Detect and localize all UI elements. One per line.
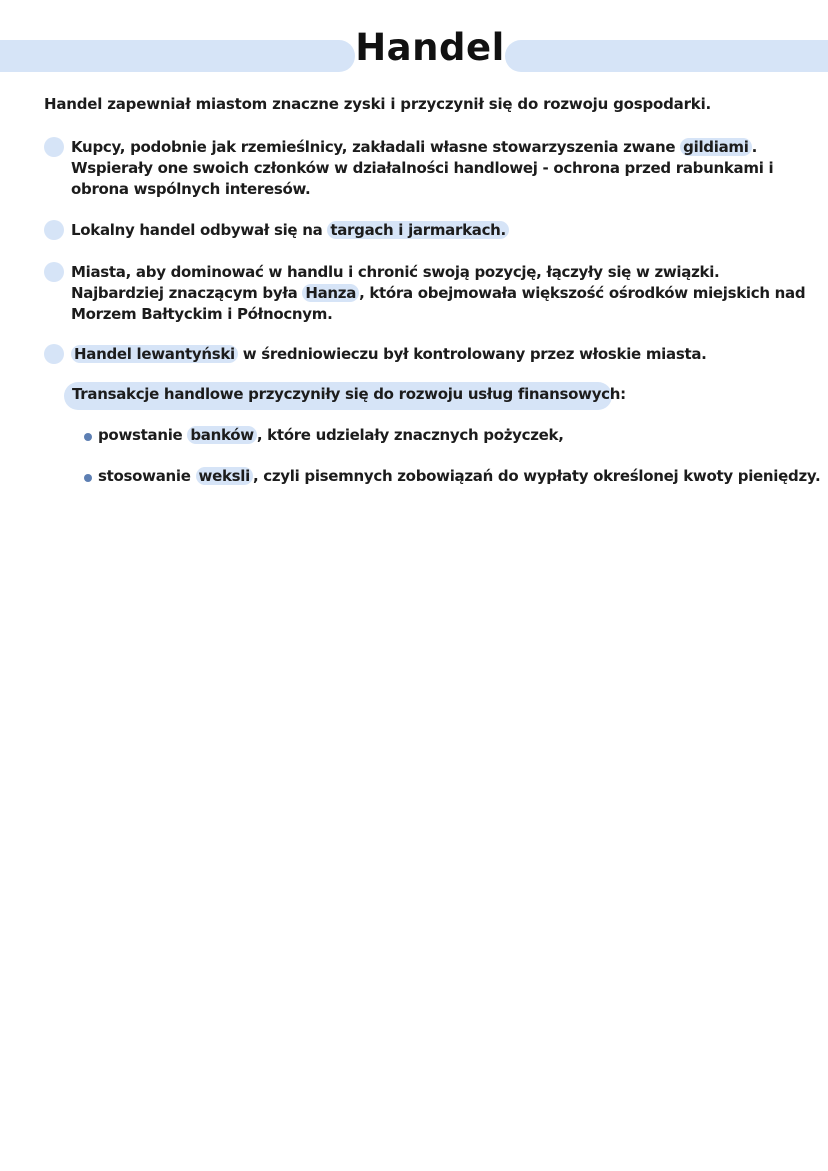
subitem-2-text-after: , czyli pisemnych zobowiązań do wypłaty określonej kwoty pieniędzy. bbox=[252, 467, 821, 485]
bullet-text-2 bbox=[71, 220, 811, 241]
bullet-4-highlight: Handel lewantyński bbox=[71, 345, 238, 363]
bullet-text-4 bbox=[71, 344, 811, 365]
subitem-2 bbox=[98, 467, 820, 485]
bullet-1-text-after: . Wspierały one swoich członków w działalności handlowej - ochrona przed rabunkami i obrona wspólnych interesów. bbox=[71, 138, 774, 198]
bullet-2-text-before: Lokalny handel odbywał się na bbox=[71, 221, 328, 239]
bullet-circle-icon bbox=[44, 344, 64, 364]
subitem-2-text-before: stosowanie bbox=[98, 467, 196, 485]
bullet-3-text-after: , która obejmowała większość ośrodków miejskich nad Morzem Bałtyckim i Północnym. bbox=[71, 284, 806, 323]
dot-bullet-icon bbox=[84, 433, 92, 441]
subitem-1-highlight: banków bbox=[187, 426, 256, 444]
bullet-text-1 bbox=[71, 137, 811, 200]
title-bar-right bbox=[505, 40, 828, 72]
bullet-circle-icon bbox=[44, 220, 64, 240]
bullet-1-highlight: gildiami bbox=[680, 138, 751, 156]
bullet-1-text-before: Kupcy, podobnie jak rzemieślnicy, zakładali własne stowarzyszenia zwane bbox=[71, 138, 681, 156]
bullet-3-highlight: Hanza bbox=[302, 284, 359, 302]
intro-text: Handel zapewniał miastom znaczne zyski i przyczynił się do rozwoju gospodarki. bbox=[44, 95, 712, 113]
title-bar-left bbox=[0, 40, 355, 72]
bullet-4-text-after: w średniowieczu był kontrolowany przez włoskie miasta. bbox=[237, 345, 707, 363]
bullet-text-3 bbox=[71, 262, 811, 325]
dot-bullet-icon bbox=[84, 474, 92, 482]
subitem-1-text-after: , które udzielały znacznych pożyczek, bbox=[256, 426, 564, 444]
page-title: Handel bbox=[355, 26, 505, 69]
subheading: Transakcje handlowe przyczyniły się do rozwoju usług finansowych: bbox=[72, 385, 626, 403]
bullet-2-highlight: targach i jarmarkach. bbox=[327, 221, 509, 239]
bullet-3-text-before: Miasta, aby dominować w handlu i chronić swoją pozycję, łączyły się w związki. Najbardziej znaczącym była bbox=[71, 263, 720, 302]
subitem-1 bbox=[98, 426, 564, 444]
bullet-circle-icon bbox=[44, 262, 64, 282]
bullet-circle-icon bbox=[44, 137, 64, 157]
subitem-1-text-before: powstanie bbox=[98, 426, 188, 444]
subitem-2-highlight: weksli bbox=[196, 467, 253, 485]
